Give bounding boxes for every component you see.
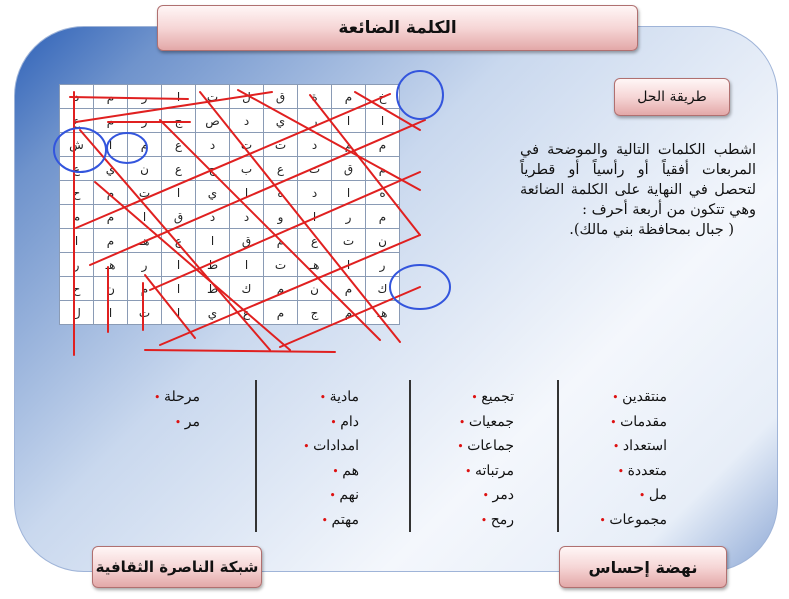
grid-cell: ة [298,85,332,109]
grid-row [60,253,400,277]
grid-cell: ي [94,157,128,181]
bullet-icon: • [612,440,623,453]
grid-cell: ر [128,85,162,109]
grid-cell: ل [230,85,264,109]
word-item [303,385,359,410]
grid-cell: ي [196,301,230,325]
grid-cell: ع [162,229,196,253]
grid-cell: ع [162,133,196,157]
grid-cell: ا [60,229,94,253]
grid-cell: م [94,85,128,109]
word-text: منتقدين [622,389,667,405]
column-divider [255,380,257,532]
grid-cell: ا [366,109,400,133]
grid-cell: ي [264,109,298,133]
word-text: جمعيات [468,413,514,430]
grid-cell: هـ [366,301,400,325]
grid-cell: ر [366,253,400,277]
hint-text: ( جبال بمحافظة بني مالك). [569,222,734,238]
grid-row [60,157,400,181]
bullet-icon: • [329,489,340,502]
word-text: مل [648,487,667,503]
grid-cell: ط [196,277,230,301]
grid-cell: ن [128,157,162,181]
bullet-icon: • [610,415,621,429]
grid-cell: ت [196,85,230,109]
word-text: مر [184,413,200,430]
word-item [154,410,200,435]
grid-cell: ح [196,157,230,181]
word-column-2 [457,385,514,532]
grid-cell: ت [230,133,264,157]
word-item [303,434,359,459]
grid-cell: م [264,277,298,301]
page-title: الكلمة الضائعة [157,5,638,51]
grid-cell: د [230,109,264,133]
grid-cell: م [128,277,162,301]
grid-cell: ج [162,109,196,133]
grid-row [60,109,400,133]
grid-cell: م [332,277,366,301]
bullet-icon: • [617,464,628,478]
word-column-1 [599,385,667,532]
grid-cell: ا [230,181,264,205]
grid-cell: م [94,205,128,229]
word-column-3 [303,385,359,532]
bullet-icon: • [321,513,332,527]
grid-row [60,301,400,325]
grid-cell: م [94,109,128,133]
grid-cell: ر [332,205,366,229]
column-divider [557,380,559,532]
bullet-icon: • [332,464,343,478]
grid-cell: م [366,133,400,157]
grid-cell: ا [162,181,196,205]
grid-cell: د [196,205,230,229]
grid-cell: م [366,205,400,229]
grid-cell: ح [60,277,94,301]
word-item [599,434,667,459]
grid-cell: هـ [94,253,128,277]
word-item [303,459,359,484]
grid-row [60,205,400,229]
grid-cell: هـ [128,229,162,253]
instructions-block [520,140,756,240]
grid-cell: م [60,205,94,229]
grid-cell: ب [230,157,264,181]
grid-cell: م [332,301,366,325]
grid-cell: م [366,157,400,181]
word-text: دمر [492,487,514,503]
grid-row [60,133,400,157]
bullet-icon: • [458,415,469,429]
grid-row [60,85,400,109]
grid-cell: ا [162,85,196,109]
bullet-icon: • [174,415,185,429]
grid-cell: ع [60,109,94,133]
grid-cell: ق [332,157,366,181]
grid-cell: ت [298,157,332,181]
grid-cell: ق [230,229,264,253]
word-text: مرحلة [163,389,200,405]
grid-cell: ع [264,157,298,181]
grid-cell: م [128,133,162,157]
grid-cell: ك [366,277,400,301]
column-divider [409,380,411,532]
word-item [457,385,514,410]
footer-signature: نهضة إحساس [559,546,727,588]
bullet-icon: • [482,489,493,502]
word-item [457,483,514,508]
grid-cell: ع [162,157,196,181]
grid-cell: ت [332,229,366,253]
word-item [154,385,200,410]
word-item [599,483,667,508]
word-text: تجميع [481,389,514,405]
word-text: مهتم [331,511,359,528]
grid-cell: ا [94,301,128,325]
word-text: مرتباته [474,462,514,479]
bullet-icon: • [464,464,475,478]
word-item [303,410,359,435]
grid-cell: ك [230,277,264,301]
grid-cell: ع [60,157,94,181]
word-item [457,410,514,435]
word-text: مقدمات [620,413,667,430]
word-text: امدادات [313,438,359,454]
grid-cell: ر [298,109,332,133]
word-text: متعددة [627,462,667,479]
grid-cell: ق [162,205,196,229]
word-item [599,385,667,410]
grid-row [60,229,400,253]
grid-cell: خ [366,85,400,109]
grid-cell: م [94,181,128,205]
grid-cell: د [298,181,332,205]
grid-cell: ا [162,301,196,325]
grid-row [60,277,400,301]
grid-cell: د [298,133,332,157]
grid-cell: ت [264,253,298,277]
grid-cell: ق [264,85,298,109]
grid-cell: م [332,133,366,157]
grid-cell: ي [196,181,230,205]
word-text: مادية [329,389,359,405]
word-text: نهم [339,487,359,503]
bullet-icon: • [457,440,468,453]
grid-cell: ا [230,253,264,277]
word-text: هم [342,462,359,479]
bullet-icon: • [330,415,341,429]
word-item [457,508,514,533]
grid-cell: ت [128,301,162,325]
grid-cell: ع [230,301,264,325]
grid-cell: ر [60,253,94,277]
grid-cell: م [332,85,366,109]
grid-cell: د [60,85,94,109]
grid-cell: ط [196,253,230,277]
word-column-4 [154,385,200,434]
grid-cell: ا [128,205,162,229]
grid-cell: ه [366,181,400,205]
grid-cell: م [264,229,298,253]
grid-cell: ش [60,133,94,157]
grid-cell: و [264,205,298,229]
grid-cell: م [264,301,298,325]
grid-cell: ا [332,181,366,205]
grid-cell: ح [60,181,94,205]
bullet-icon: • [599,513,610,527]
bullet-icon: • [471,391,482,404]
bullet-icon: • [303,440,314,453]
grid-cell: ت [264,133,298,157]
grid-cell: هـ [298,253,332,277]
grid-cell: ن [298,277,332,301]
grid-cell: ا [332,253,366,277]
grid-cell: م [94,229,128,253]
grid-cell: ا [162,253,196,277]
bullet-icon: • [638,489,649,502]
word-text: استعداد [622,438,667,454]
footer-credit: شبكة الناصرة الثقافية [92,546,262,588]
method-label: طريقة الحل [614,78,730,116]
word-item [599,459,667,484]
grid-cell: ا [332,109,366,133]
grid-cell: ع [298,229,332,253]
grid-cell: ص [196,109,230,133]
word-text: رمح [490,511,514,528]
word-item [599,508,667,533]
grid-row [60,181,400,205]
grid-cell: د [196,133,230,157]
word-item [303,483,359,508]
grid-cell: ر [128,109,162,133]
grid-cell: ن [366,229,400,253]
grid-cell: ر [128,253,162,277]
grid-cell: ا [94,133,128,157]
bullet-icon: • [153,391,164,404]
bullet-icon: • [319,391,330,404]
word-item [457,434,514,459]
grid-cell: ج [298,301,332,325]
grid-cell: ا [196,229,230,253]
word-text: دام [340,413,359,430]
instructions-text: اشطب الكلمات التالية والموضحة في المربعات أفقياً أو رأسياً أو قطرياً لتحصل في النهاية على الكلمة الضائعة وهي تتكون من أربعة أحرف : [520,142,756,218]
word-item [457,459,514,484]
word-text: جماعات [467,438,514,454]
grid-cell: ا [298,205,332,229]
grid-cell: ا [162,277,196,301]
word-text: مجموعات [609,511,667,528]
grid-cell: ت [128,181,162,205]
grid-cell: ه [264,181,298,205]
grid-cell: ل [60,301,94,325]
grid-cell: ن [94,277,128,301]
bullet-icon: • [480,513,491,527]
letter-grid [59,84,400,325]
word-item [599,410,667,435]
grid-cell: د [230,205,264,229]
word-item [303,508,359,533]
bullet-icon: • [612,391,623,404]
